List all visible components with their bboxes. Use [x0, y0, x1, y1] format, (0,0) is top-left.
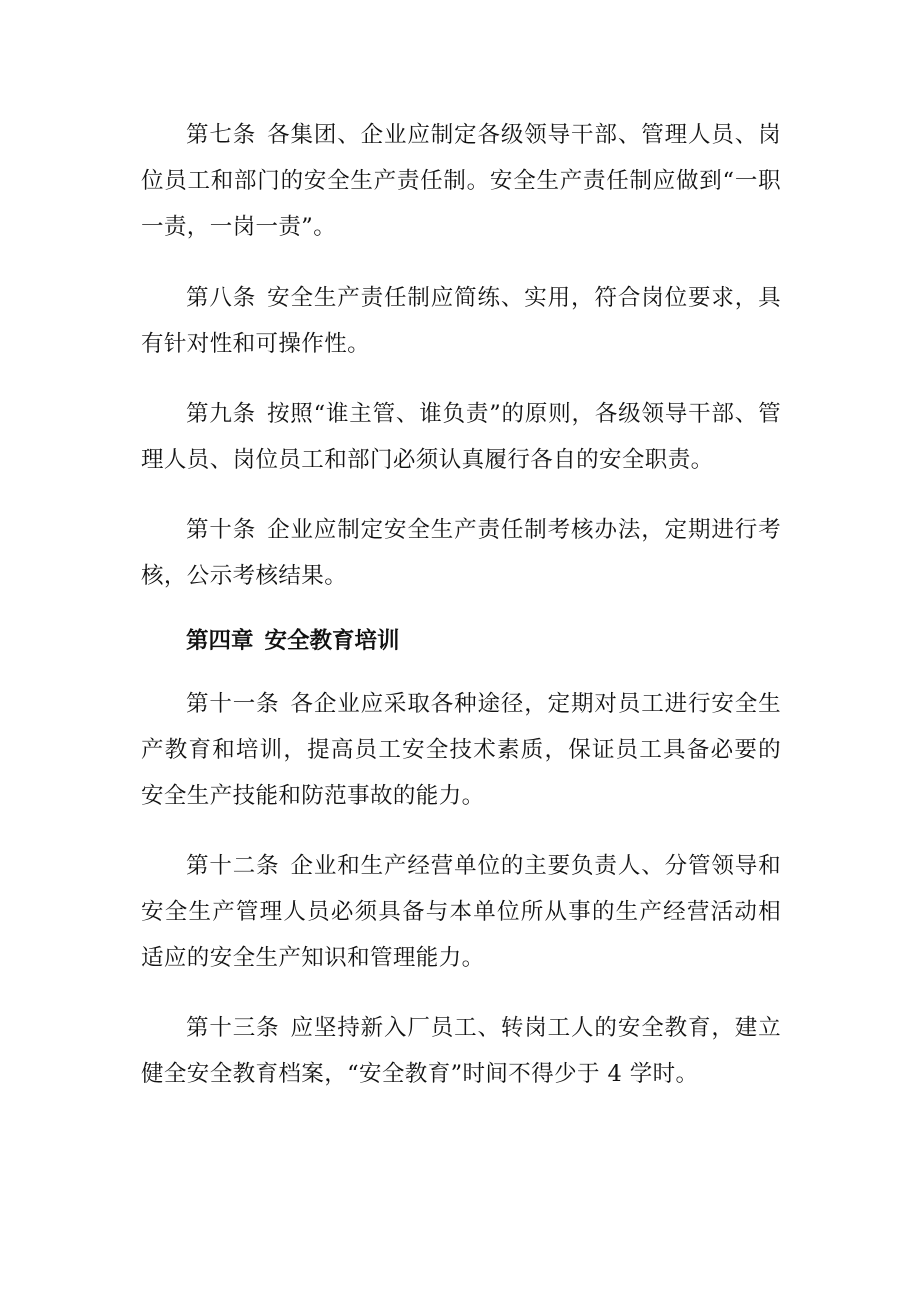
article-number: 第十三条 [186, 1015, 280, 1041]
article-number: 第十一条 [186, 691, 280, 717]
chapter-title: 安全教育培训 [264, 628, 400, 654]
article-number: 第十二条 [186, 853, 280, 879]
article-text: 企业和生产经营单位的主要负责人、分管领导和安全生产管理人员必须具备与本单位所从事的生产经营活动相适应的安全生产知识和管理能力。 [141, 853, 781, 971]
article-number: 第九条 [186, 401, 256, 427]
article-text: 各企业应采取各种途径，定期对员工进行安全生产教育和培训，提高员工安全技术素质，保证员工具备必要的安全生产技能和防范事故的能力。 [141, 691, 781, 809]
article-7 [141, 112, 781, 250]
article-text: 应坚持新入厂员工、转岗工人的安全教育，建立健全安全教育档案，“安全教育”时间不得少于 4 学时。 [141, 1015, 781, 1087]
article-12 [141, 843, 781, 981]
article-number: 第七条 [186, 122, 257, 148]
article-text: 各集团、企业应制定各级领导干部、管理人员、岗位员工和部门的安全生产责任制。安全生产责任制应做到“一职一责，一岗一责”。 [141, 122, 781, 240]
article-13 [141, 1005, 781, 1097]
article-11 [141, 681, 781, 819]
article-text: 企业应制定安全生产责任制考核办法，定期进行考核，公示考核结果。 [141, 517, 781, 589]
chapter-number: 第四章 [186, 628, 254, 654]
article-number: 第十条 [186, 517, 257, 543]
article-text: 安全生产责任制应简练、实用，符合岗位要求，具有针对性和可操作性。 [141, 285, 781, 357]
article-8 [141, 275, 781, 367]
article-text: 按照“谁主管、谁负责”的原则，各级领导干部、管理人员、岗位员工和部门必须认真履行各自的安全职责。 [141, 401, 781, 473]
article-9 [141, 391, 781, 483]
article-10 [141, 507, 781, 599]
chapter-heading [141, 618, 781, 664]
article-number: 第八条 [186, 285, 257, 311]
